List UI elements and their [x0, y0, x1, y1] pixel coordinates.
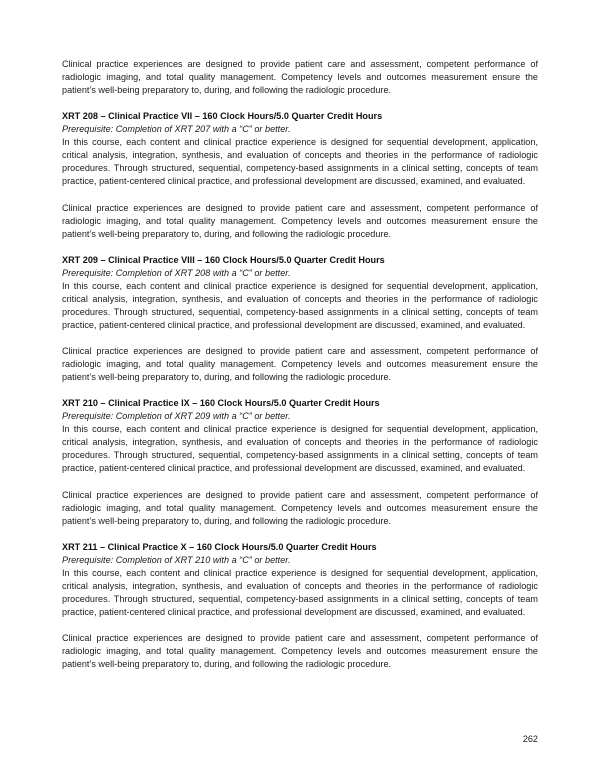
course-heading-xrt-210: XRT 210 – Clinical Practice IX – 160 Clock Hours/5.0 Quarter Credit Hours	[62, 398, 380, 409]
course-prerequisite-xrt-211: Prerequisite: Completion of XRT 210 with a “C” or better.	[62, 554, 291, 565]
course-entry-xrt-208	[62, 110, 538, 240]
course-clinical-note-xrt-208: Clinical practice experiences are designed to provide patient care and assessment, competent performance of radiologic imaging, and total quality management. Competency levels and outcomes measurement ensure the patient’s well-being preparatory to, during, and following the radiologic procedure.	[62, 202, 538, 239]
course-prerequisite-xrt-208: Prerequisite: Completion of XRT 207 with a “C” or better.	[62, 124, 291, 135]
course-entry-xrt-210	[62, 397, 538, 527]
course-clinical-note-xrt-211: Clinical practice experiences are designed to provide patient care and assessment, competent performance of radiologic imaging, and total quality management. Competency levels and outcomes measurement ensure the patient’s well-being preparatory to, during, and following the radiologic procedure.	[62, 633, 538, 670]
course-entry-xrt-211	[62, 541, 538, 671]
page-number: 262	[522, 734, 538, 744]
course-description-xrt-210: In this course, each content and clinical practice experience is designed for sequential development, application, critical analysis, integration, synthesis, and evaluation of concepts and theories in the performance of radiologic procedures. Through structured, sequential, competency-based assignments in a clinical setting, concepts of team practice, patient-centered clinical practice, and professional development are discussed, examined, and evaluated.	[62, 424, 538, 474]
paragraph-spacer	[62, 384, 538, 397]
course-description-xrt-211: In this course, each content and clinical practice experience is designed for sequential development, application, critical analysis, integration, synthesis, and evaluation of concepts and theories in the performance of radiologic procedures. Through structured, sequential, competency-based assignments in a clinical setting, concepts of team practice, patient-centered clinical practice, and professional development are discussed, examined, and evaluated.	[62, 567, 538, 617]
course-description-xrt-209: In this course, each content and clinical practice experience is designed for sequential development, application, critical analysis, integration, synthesis, and evaluation of concepts and theories in the performance of radiologic procedures. Through structured, sequential, competency-based assignments in a clinical setting, concepts of team practice, patient-centered clinical practice, and professional development are discussed, examined, and evaluated.	[62, 280, 538, 330]
paragraph-spacer	[62, 188, 538, 201]
course-heading-xrt-209: XRT 209 – Clinical Practice VIII – 160 Clock Hours/5.0 Quarter Credit Hours	[62, 254, 385, 265]
paragraph-spacer	[62, 528, 538, 541]
course-heading-xrt-208: XRT 208 – Clinical Practice VII – 160 Clock Hours/5.0 Quarter Credit Hours	[62, 111, 383, 122]
course-entry-xrt-209	[62, 254, 538, 384]
course-prerequisite-xrt-210: Prerequisite: Completion of XRT 209 with a “C” or better.	[62, 411, 291, 422]
page-content	[62, 58, 538, 671]
paragraph-spacer	[62, 619, 538, 632]
paragraph-spacer	[62, 476, 538, 489]
course-heading-xrt-211: XRT 211 – Clinical Practice X – 160 Clock Hours/5.0 Quarter Credit Hours	[62, 541, 377, 552]
paragraph-spacer	[62, 97, 538, 110]
course-clinical-note-xrt-209: Clinical practice experiences are designed to provide patient care and assessment, competent performance of radiologic imaging, and total quality management. Competency levels and outcomes measurement ensure the patient’s well-being preparatory to, during, and following the radiologic procedure.	[62, 346, 538, 383]
course-prerequisite-xrt-209: Prerequisite: Completion of XRT 208 with a “C” or better.	[62, 267, 291, 278]
course-clinical-note-xrt-210: Clinical practice experiences are designed to provide patient care and assessment, competent performance of radiologic imaging, and total quality management. Competency levels and outcomes measurement ensure the patient’s well-being preparatory to, during, and following the radiologic procedure.	[62, 489, 538, 526]
paragraph-spacer	[62, 241, 538, 254]
paragraph-spacer	[62, 332, 538, 345]
intro-clinical-paragraph: Clinical practice experiences are designed to provide patient care and assessment, competent performance of radiologic imaging, and total quality management. Competency levels and outcomes measurement ensure the patient’s well-being preparatory to, during, and following the radiologic procedure.	[62, 59, 538, 96]
course-description-xrt-208: In this course, each content and clinical practice experience is designed for sequential development, application, critical analysis, integration, synthesis, and evaluation of concepts and theories in the performance of radiologic procedures. Through structured, sequential, competency-based assignments in a clinical setting, concepts of team practice, patient-centered clinical practice, and professional development are discussed, examined, and evaluated.	[62, 137, 538, 187]
